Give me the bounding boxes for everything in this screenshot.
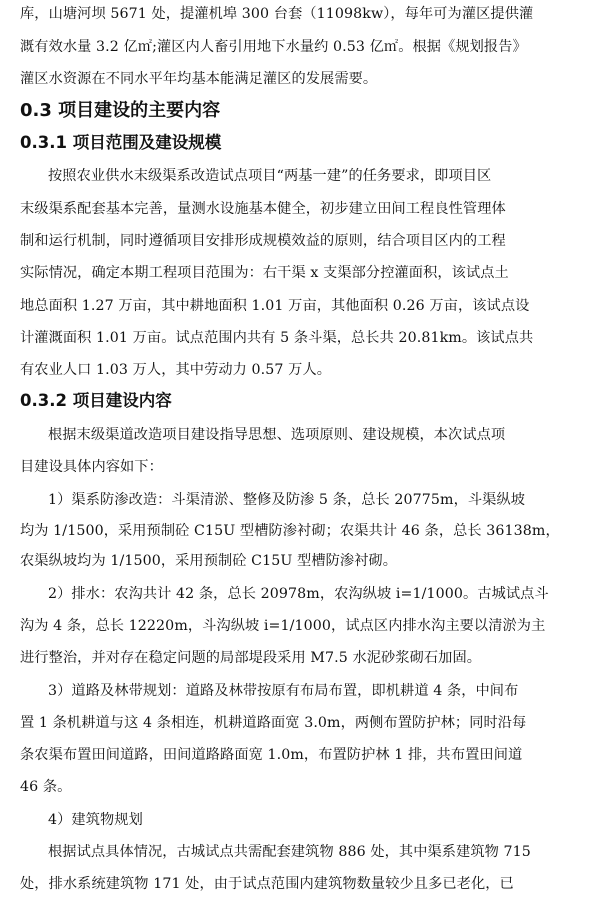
list-item-line: 条农渠布置田间道路，田间道路路面宽 1.0m，布置防护林 1 排，共布置田间道	[20, 747, 523, 763]
paragraph-line: 处，排水系统建筑物 171 处，由于试点范围内建筑物数量较少且多已老化，已	[20, 876, 514, 892]
list-item-line: 46 条。	[20, 779, 72, 795]
list-item-line: 进行整治，并对存在稳定问题的局部堤段采用 M7.5 水泥砂浆砌石加固。	[20, 650, 482, 666]
list-item-line: 沟为 4 条，总长 12220m，斗沟纵坡 i=1/1000，试点区内排水沟主要以清淤为主	[20, 618, 546, 634]
list-item-line: 均为 1/1500，采用预制砼 C15U 型槽防渗衬砌；农渠共计 46 条，总长 36138m，	[20, 523, 560, 539]
paragraph-line: 灌区水资源在不同水平年均基本能满足灌区的发展需要。	[20, 71, 378, 87]
paragraph-line: 末级渠系配套基本完善，量测水设施基本健全，初步建立田间工程良性管理体	[20, 201, 506, 217]
subsection-heading: 0.3.2 项目建设内容	[20, 391, 172, 410]
paragraph-line: 计灌溉面积 1.01 万亩。试点范围内共有 5 条斗渠，总长共 20.81km。该试点共	[20, 330, 534, 346]
paragraph-line: 溉有效水量 3.2 亿㎡;灌区内人畜引用地下水量约 0.53 亿㎡。根据《规划报告》	[20, 39, 527, 55]
paragraph-line: 有农业人口 1.03 万人，其中劳动力 0.57 万人。	[20, 362, 332, 378]
paragraph-line: 按照农业供水末级渠系改造试点项目“两基一建”的任务要求，即项目区	[48, 168, 492, 184]
list-item-line: 农渠纵坡均为 1/1500，采用预制砼 C15U 型槽防渗衬砌。	[20, 553, 398, 569]
section-heading: 0.3 项目建设的主要内容	[20, 100, 221, 121]
paragraph-line: 根据试点具体情况，古城试点共需配套建筑物 886 处，其中渠系建筑物 715	[48, 844, 531, 860]
paragraph-line: 库，山塘河坝 5671 处，提灌机埠 300 台套（11098kw），每年可为灌区提供灌	[20, 6, 534, 22]
list-item-line: 置 1 条机耕道与这 4 条相连，机耕道路面宽 3.0m，两侧布置防护林；同时沿每	[20, 715, 527, 731]
paragraph-line: 地总面积 1.27 万亩，其中耕地面积 1.01 万亩，其他面积 0.26 万亩，该试点设	[20, 298, 530, 314]
list-item-line: 3）道路及林带规划：道路及林带按原有布局布置，即机耕道 4 条，中间布	[48, 683, 519, 699]
list-item-line: 2）排水：农沟共计 42 条，总长 20978m，农沟纵坡 i=1/1000。古城试点斗	[48, 586, 549, 602]
paragraph-line: 根据末级渠道改造项目建设指导思想、选项原则、建设规模，本次试点项	[48, 427, 506, 443]
paragraph-line: 制和运行机制，同时遵循项目安排形成规模效益的原则，结合项目区内的工程	[20, 233, 506, 249]
paragraph-line: 实际情况，确定本期工程项目范围为：右干渠 x 支渠部分控灌面积，该试点土	[20, 265, 509, 281]
subsection-heading: 0.3.1 项目范围及建设规模	[20, 133, 222, 152]
list-item-line: 4）建筑物规划	[48, 812, 143, 828]
paragraph-line: 目建设具体内容如下：	[20, 459, 163, 475]
list-item-line: 1）渠系防渗改造：斗渠清淤、整修及防渗 5 条，总长 20775m，斗渠纵坡	[48, 492, 526, 508]
